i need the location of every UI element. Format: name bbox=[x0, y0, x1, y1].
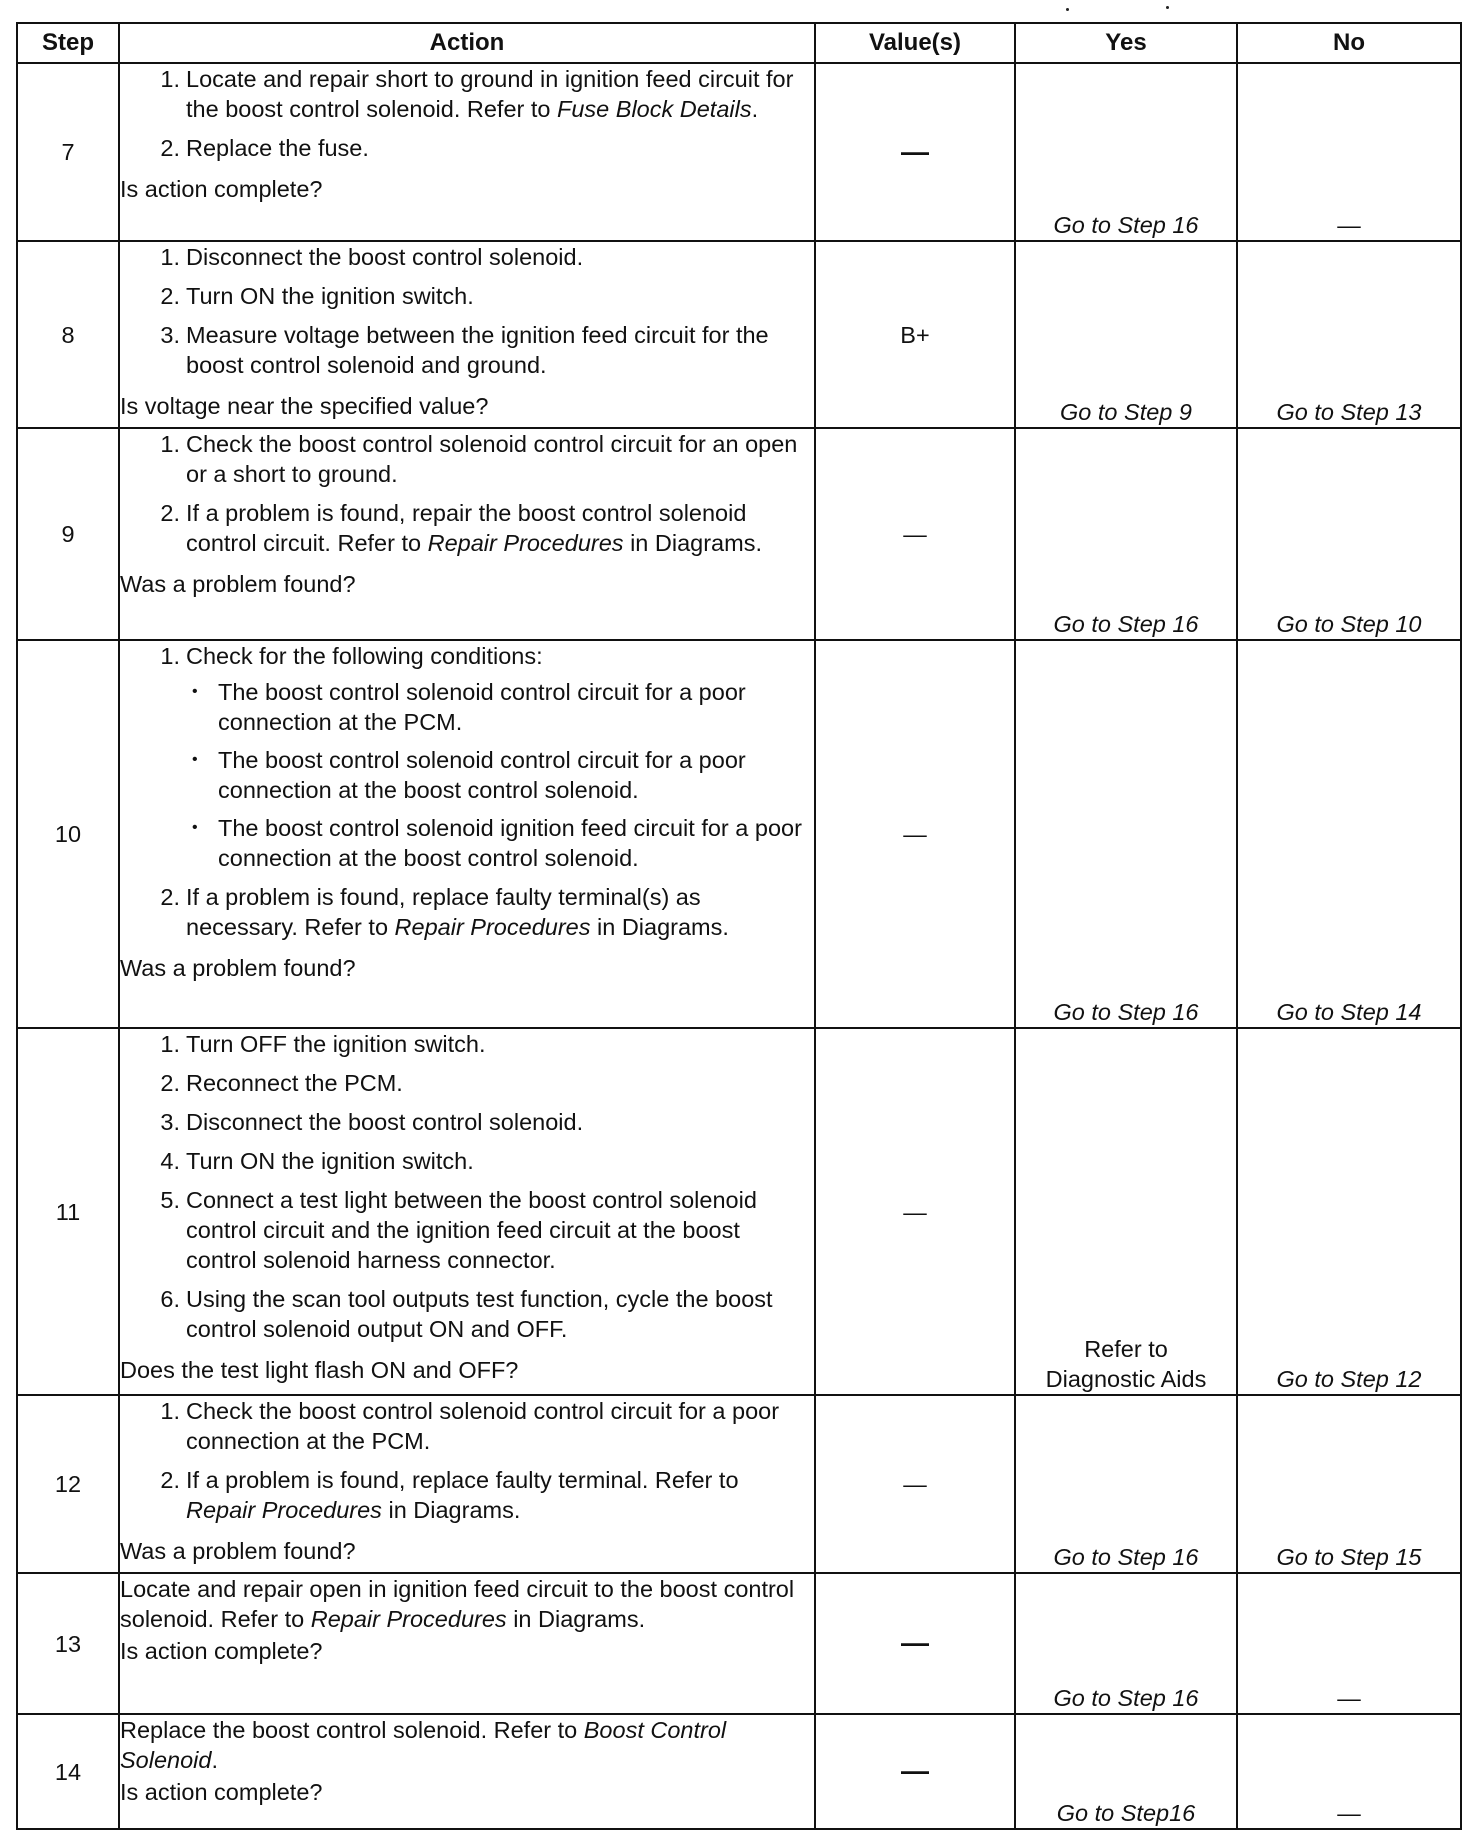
no-result: — bbox=[1237, 1714, 1461, 1829]
action-question: Does the test light flash ON and OFF? bbox=[120, 1357, 519, 1383]
no-result: Go to Step 13 bbox=[1237, 241, 1461, 428]
action-question: Was a problem found? bbox=[120, 1538, 356, 1564]
yes-result bbox=[1015, 1028, 1237, 1395]
action-item: 2. Replace the fuse. bbox=[160, 135, 369, 161]
table-row bbox=[17, 1573, 1461, 1714]
table-row bbox=[17, 428, 1461, 640]
action-item: 3. Disconnect the boost control solenoid. bbox=[160, 1109, 584, 1135]
action-question: Is action complete? bbox=[120, 1638, 323, 1664]
step-number: 11 bbox=[17, 1028, 119, 1395]
action-question: Is voltage near the specified value? bbox=[120, 393, 489, 419]
action-cell bbox=[119, 1714, 815, 1829]
action-steps bbox=[120, 1396, 814, 1534]
step-number: 8 bbox=[17, 241, 119, 428]
step-number: 7 bbox=[17, 63, 119, 241]
action-item: 5. Connect a test light between the boost control solenoid control circuit and the ignition feed circuit at the boost control solenoid harness connector. bbox=[160, 1187, 757, 1273]
condition-item: • The boost control solenoid ignition feed circuit for a poor connection at the boost control solenoid. bbox=[186, 813, 814, 873]
header-no: No bbox=[1237, 23, 1461, 63]
action-item: 1. Check the boost control solenoid control circuit for an open or a short to ground. bbox=[160, 431, 798, 487]
action-steps bbox=[120, 64, 814, 172]
step-number: 14 bbox=[17, 1714, 119, 1829]
action-cell bbox=[119, 241, 815, 428]
table-row bbox=[17, 241, 1461, 428]
value-cell: — bbox=[815, 1714, 1015, 1829]
action-item: 2. If a problem is found, repair the boost control solenoid control circuit. Refer to Repair Procedures in Diagrams. bbox=[160, 500, 762, 556]
action-item: 1. Check the boost control solenoid control circuit for a poor connection at the PCM. bbox=[160, 1398, 780, 1454]
header-values: Value(s) bbox=[815, 23, 1015, 63]
condition-list bbox=[186, 677, 814, 873]
action-steps bbox=[120, 1029, 814, 1353]
action-steps bbox=[120, 242, 814, 389]
action-item: 4. Turn ON the ignition switch. bbox=[160, 1148, 474, 1174]
action-question: Was a problem found? bbox=[120, 571, 356, 597]
action-question: Is action complete? bbox=[120, 176, 323, 202]
action-item: 2. Reconnect the PCM. bbox=[160, 1070, 403, 1096]
yes-result: Go to Step 16 bbox=[1015, 1395, 1237, 1573]
action-item: 6. Using the scan tool outputs test function, cycle the boost control solenoid output ON and OFF. bbox=[160, 1286, 773, 1342]
table-row bbox=[17, 1395, 1461, 1573]
action-item: 2. Turn ON the ignition switch. bbox=[160, 283, 474, 309]
value-cell: — bbox=[815, 1573, 1015, 1714]
yes-result-line: Diagnostic Aids bbox=[1045, 1366, 1207, 1392]
action-item: 2. If a problem is found, replace faulty terminal(s) as necessary. Refer to Repair Procedures in Diagrams. bbox=[160, 884, 729, 940]
table-row bbox=[17, 640, 1461, 1028]
action-question: Was a problem found? bbox=[120, 955, 356, 981]
action-item: 1. Disconnect the boost control solenoid. bbox=[160, 244, 584, 270]
yes-result: Go to Step 16 bbox=[1015, 1573, 1237, 1714]
action-item: 2. If a problem is found, replace faulty terminal. Refer to Repair Procedures in Diagrams. bbox=[160, 1467, 739, 1523]
yes-result: Go to Step16 bbox=[1015, 1714, 1237, 1829]
table-row bbox=[17, 1028, 1461, 1395]
condition-item: • The boost control solenoid control circuit for a poor connection at the PCM. bbox=[186, 677, 814, 737]
action-cell bbox=[119, 428, 815, 640]
value-cell: — bbox=[815, 428, 1015, 640]
action-item: 1. Locate and repair short to ground in ignition feed circuit for the boost control solenoid. Refer to Fuse Block Details. bbox=[160, 66, 794, 122]
step-number: 13 bbox=[17, 1573, 119, 1714]
header-step: Step bbox=[17, 23, 119, 63]
action-text: Replace the boost control solenoid. Refer to Boost Control Solenoid. bbox=[120, 1717, 727, 1773]
action-cell bbox=[119, 1573, 815, 1714]
action-item: 1. Check for the following conditions: • The boost control solenoid control circuit for a poor connection at the PCM. • The boost control solenoid control circuit for a poor connection at the boost control solenoid. • The boost control solenoid ignition feed circuit for a poor connection at the boost control solenoid. bbox=[120, 641, 814, 873]
step-number: 9 bbox=[17, 428, 119, 640]
action-cell bbox=[119, 63, 815, 241]
scan-speck bbox=[1166, 6, 1169, 9]
action-cell bbox=[119, 1395, 815, 1573]
yes-result-line: Refer to bbox=[1084, 1336, 1168, 1362]
no-result: Go to Step 12 bbox=[1237, 1028, 1461, 1395]
value-cell: B+ bbox=[815, 241, 1015, 428]
action-steps bbox=[120, 429, 814, 567]
action-cell bbox=[119, 1028, 815, 1395]
action-item: 3. Measure voltage between the ignition feed circuit for the boost control solenoid and ground. bbox=[160, 322, 769, 378]
action-cell bbox=[119, 640, 815, 1028]
header-action: Action bbox=[119, 23, 815, 63]
yes-result: Go to Step 16 bbox=[1015, 428, 1237, 640]
no-result: Go to Step 14 bbox=[1237, 640, 1461, 1028]
action-text: Locate and repair open in ignition feed circuit to the boost control solenoid. Refer to Repair Procedures in Diagrams. bbox=[120, 1576, 795, 1632]
no-result: — bbox=[1237, 63, 1461, 241]
header-row bbox=[17, 23, 1461, 63]
value-cell: — bbox=[815, 63, 1015, 241]
no-result: — bbox=[1237, 1573, 1461, 1714]
yes-result: Go to Step 16 bbox=[1015, 640, 1237, 1028]
condition-item: • The boost control solenoid control circuit for a poor connection at the boost control solenoid. bbox=[186, 745, 814, 805]
action-question: Is action complete? bbox=[120, 1779, 323, 1805]
no-result: Go to Step 15 bbox=[1237, 1395, 1461, 1573]
no-result: Go to Step 10 bbox=[1237, 428, 1461, 640]
value-cell: — bbox=[815, 640, 1015, 1028]
table-row bbox=[17, 63, 1461, 241]
action-item: 1. Turn OFF the ignition switch. bbox=[160, 1031, 486, 1057]
step-number: 12 bbox=[17, 1395, 119, 1573]
table-row bbox=[17, 1714, 1461, 1829]
diagnostic-table bbox=[16, 22, 1462, 1830]
header-yes: Yes bbox=[1015, 23, 1237, 63]
step-number: 10 bbox=[17, 640, 119, 1028]
yes-result: Go to Step 16 bbox=[1015, 63, 1237, 241]
scan-speck bbox=[1066, 8, 1069, 11]
value-cell: — bbox=[815, 1028, 1015, 1395]
value-cell: — bbox=[815, 1395, 1015, 1573]
yes-result: Go to Step 9 bbox=[1015, 241, 1237, 428]
action-steps bbox=[120, 641, 814, 951]
